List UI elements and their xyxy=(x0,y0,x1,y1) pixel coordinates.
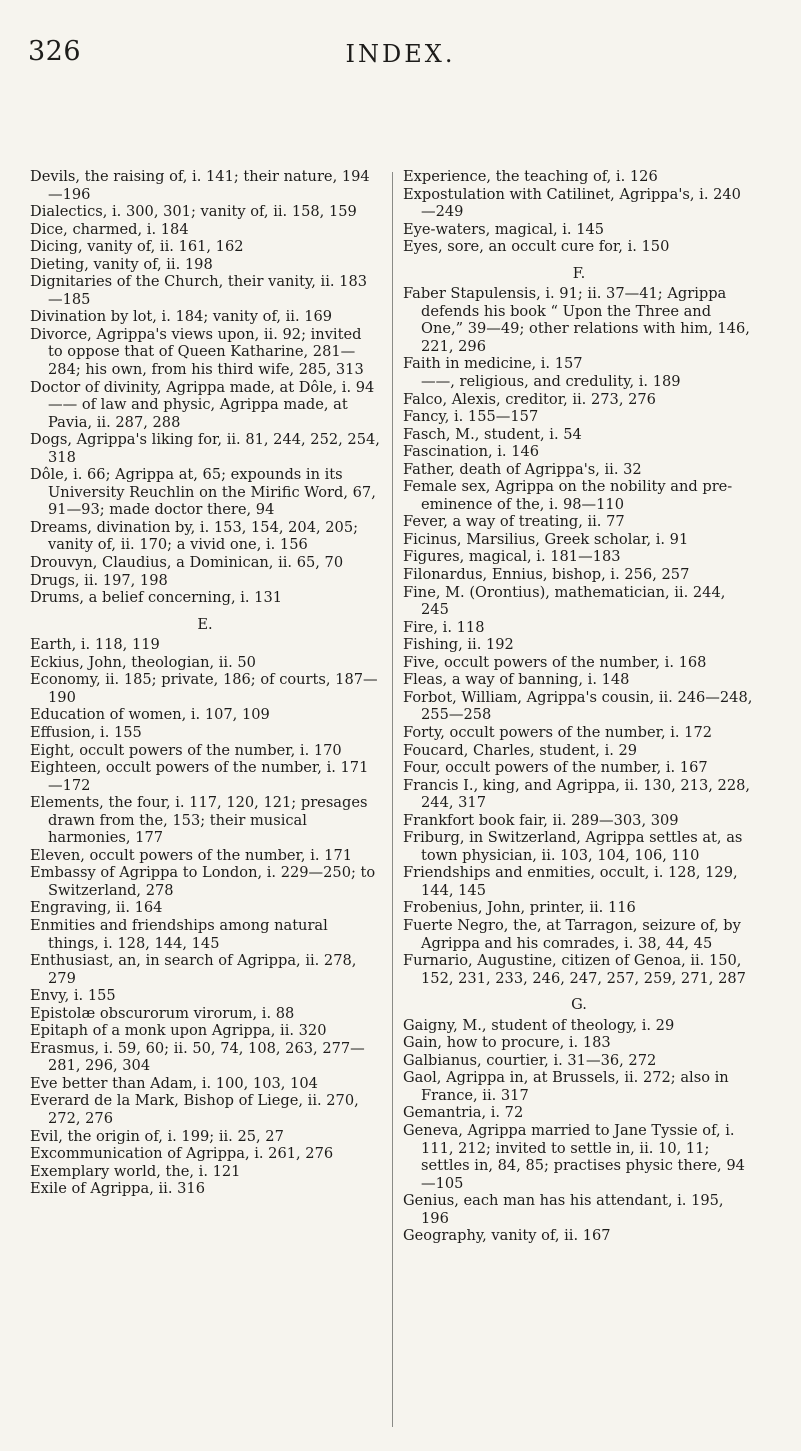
index-entry: Gaol, Agrippa in, at Brussels, ii. 272; also in France, ii. 317 xyxy=(403,1069,729,1104)
index-entry: Falco, Alexis, creditor, ii. 273, 276 xyxy=(403,390,656,408)
index-entry: Eight, occult powers of the number, i. 170 xyxy=(30,741,342,759)
index-entry: Dice, charmed, i. 184 xyxy=(30,220,189,238)
index-entry: Faith in medicine, i. 157 xyxy=(403,355,583,373)
index-entry: Dicing, vanity of, ii. 161, 162 xyxy=(30,238,244,256)
index-entry: Dignitaries of the Church, their vanity, ii. 183—185 xyxy=(30,273,368,308)
index-entry: Geography, vanity of, ii. 167 xyxy=(403,1227,611,1245)
index-entry: Devils, the raising of, i. 141; their nature, 194—196 xyxy=(30,168,370,203)
index-entry: Fine, M. (Orontius), mathematician, ii. 244, 245 xyxy=(403,583,726,619)
index-entry: Gain, how to procure, i. 183 xyxy=(403,1034,611,1052)
index-entry: Fishing, ii. 192 xyxy=(403,636,514,654)
right-column xyxy=(403,168,755,1245)
index-entry: Dogs, Agrippa's liking for, ii. 81, 244, 252, 254, 318 xyxy=(30,431,380,466)
index-entry: Furnario, Augustine, citizen of Genoa, ii. 150, 152, 231, 233, 246, 247, 257, 259, 271, 287 xyxy=(403,952,746,987)
index-entry: Fever, a way of treating, ii. 77 xyxy=(403,513,625,531)
index-entry: Elements, the four, i. 117, 120, 121; presages drawn from the, 153; their musical harmonies, 177 xyxy=(30,794,368,847)
index-entry: Drugs, ii. 197, 198 xyxy=(30,571,168,589)
column-divider xyxy=(392,172,393,1427)
index-entry: Exemplary world, the, i. 121 xyxy=(30,1162,241,1180)
index-entry: Doctor of divinity, Agrippa made, at Dôle, i. 94 xyxy=(30,378,375,396)
index-entry: Figures, magical, i. 181—183 xyxy=(403,548,621,566)
index-entry: Effusion, i. 155 xyxy=(30,723,142,741)
index-entry: Experience, the teaching of, i. 126 xyxy=(403,168,658,185)
index-entry: Eckius, John, theologian, ii. 50 xyxy=(30,653,256,671)
section-letter: G. xyxy=(571,996,587,1014)
section-letter: F. xyxy=(572,264,586,282)
index-entry: Fascination, i. 146 xyxy=(403,443,540,461)
index-entry: Frankfort book fair, ii. 289—303, 309 xyxy=(403,811,679,829)
index-entry: Drouvyn, Claudius, a Dominican, ii. 65, 70 xyxy=(30,554,344,572)
index-entry: Enthusiast, an, in search of Agrippa, ii. 278, 279 xyxy=(30,952,357,987)
index-entry: Education of women, i. 107, 109 xyxy=(30,706,270,724)
index-entry: Divination by lot, i. 184; vanity of, ii. 169 xyxy=(30,308,333,326)
index-entry: Fancy, i. 155—157 xyxy=(403,408,539,426)
index-entry: Gaigny, M., student of theology, i. 29 xyxy=(403,1016,675,1034)
index-entry: Eleven, occult powers of the number, i. 171 xyxy=(30,846,353,864)
index-entry: —— of law and physic, Agrippa made, at Pavia, ii. 287, 288 xyxy=(48,396,348,431)
index-entry: Frobenius, John, printer, ii. 116 xyxy=(403,899,636,917)
index-entry: Epistolæ obscurorum virorum, i. 88 xyxy=(30,1004,295,1022)
index-entry: Envy, i. 155 xyxy=(30,987,116,1005)
index-entry: Gemantria, i. 72 xyxy=(403,1104,524,1122)
index-entry: Dialectics, i. 300, 301; vanity of, ii. 158, 159 xyxy=(30,203,357,221)
index-entry: Four, occult powers of the number, i. 167 xyxy=(403,759,708,777)
running-head: INDEX. xyxy=(345,40,456,68)
index-entry: Friburg, in Switzerland, Agrippa settles at, as town physician, ii. 103, 104, 106, 110 xyxy=(403,829,743,864)
index-entry: Epitaph of a monk upon Agrippa, ii. 320 xyxy=(30,1022,327,1040)
index-entry: Eye-waters, magical, i. 145 xyxy=(403,220,605,238)
index-entry: Enmities and friendships among natural things, i. 128, 144, 145 xyxy=(30,916,328,952)
index-entry: Economy, ii. 185; private, 186; of courts, 187—190 xyxy=(30,671,378,706)
page-number: 326 xyxy=(28,36,82,67)
index-entry: Fleas, a way of banning, i. 148 xyxy=(403,671,630,689)
index-entry: Forbot, William, Agrippa's cousin, ii. 246—248, 255—258 xyxy=(403,688,753,724)
index-entry: Dieting, vanity of, ii. 198 xyxy=(30,255,213,273)
index-entry: Fasch, M., student, i. 54 xyxy=(403,425,582,443)
index-entry: Expostulation with Catilinet, Agrippa's, i. 240—249 xyxy=(403,185,741,221)
index-entry: Embassy of Agrippa to London, i. 229—250; to Switzerland, 278 xyxy=(30,864,376,899)
index-entry: Dôle, i. 66; Agrippa at, 65; expounds in its University Reuchlin on the Mirific Word, 67, 91—93; made doctor there, 94 xyxy=(30,466,376,519)
index-entry: Dreams, divination by, i. 153, 154, 204, 205; vanity of, ii. 170; a vivid one, i. 156 xyxy=(30,518,359,554)
index-entry: Galbianus, courtier, i. 31—36, 272 xyxy=(403,1051,657,1069)
index-entry: Eighteen, occult powers of the number, i. 171—172 xyxy=(30,759,369,794)
index-entry: Fire, i. 118 xyxy=(403,618,485,636)
index-entry: ——, religious, and credulity, i. 189 xyxy=(421,373,681,391)
index-entry: Francis I., king, and Agrippa, ii. 130, 213, 228, 244, 317 xyxy=(403,776,751,812)
index-entry: Foucard, Charles, student, i. 29 xyxy=(403,741,638,759)
index-entry: Female sex, Agrippa on the nobility and pre-eminence of the, i. 98—110 xyxy=(403,478,733,513)
index-entry: Genius, each man has his attendant, i. 195, 196 xyxy=(403,1192,724,1227)
index-entry: Five, occult powers of the number, i. 168 xyxy=(403,653,707,671)
index-entry: Evil, the origin of, i. 199; ii. 25, 27 xyxy=(30,1127,284,1145)
index-entry: Earth, i. 118, 119 xyxy=(30,636,160,654)
left-column xyxy=(30,168,380,1198)
index-entry: Forty, occult powers of the number, i. 172 xyxy=(403,723,713,741)
index-entry: Father, death of Agrippa's, ii. 32 xyxy=(403,460,642,478)
index-entry: Faber Stapulensis, i. 91; ii. 37—41; Agrippa defends his book “ Upon the Three and One,” 39—49; other relations with him, 146, 221, 296 xyxy=(403,285,750,355)
index-entry: Engraving, ii. 164 xyxy=(30,899,163,917)
index-entry: Geneva, Agrippa married to Jane Tyssie of, i. 111, 212; invited to settle in, ii. 10, 11; settles in, 84, 85; practises physic there, 94—105 xyxy=(403,1121,745,1192)
index-entry: Exile of Agrippa, ii. 316 xyxy=(30,1180,205,1198)
index-entry: Everard de la Mark, Bishop of Liege, ii. 270, 272, 276 xyxy=(30,1092,359,1127)
index-entry: Friendships and enmities, occult, i. 128, 129, 144, 145 xyxy=(403,864,738,899)
index-entry: Fuerte Negro, the, at Tarragon, seizure of, by Agrippa and his comrades, i. 38, 44, 45 xyxy=(403,916,741,952)
section-letter: E. xyxy=(197,615,213,633)
index-entry: Eyes, sore, an occult cure for, i. 150 xyxy=(403,238,670,256)
index-entry: Excommunication of Agrippa, i. 261, 276 xyxy=(30,1145,334,1163)
index-entry: Ficinus, Marsilius, Greek scholar, i. 91 xyxy=(403,530,689,548)
index-entry: Drums, a belief concerning, i. 131 xyxy=(30,589,283,607)
index-entry: Erasmus, i. 59, 60; ii. 50, 74, 108, 263, 277—281, 296, 304 xyxy=(30,1039,365,1075)
index-entry: Eve better than Adam, i. 100, 103, 104 xyxy=(30,1074,318,1092)
index-entry: Filonardus, Ennius, bishop, i. 256, 257 xyxy=(403,566,690,584)
index-entry: Divorce, Agrippa's views upon, ii. 92; invited to oppose that of Queen Katharine, 281—284; his own, from his third wife, 285, 313 xyxy=(30,325,364,379)
